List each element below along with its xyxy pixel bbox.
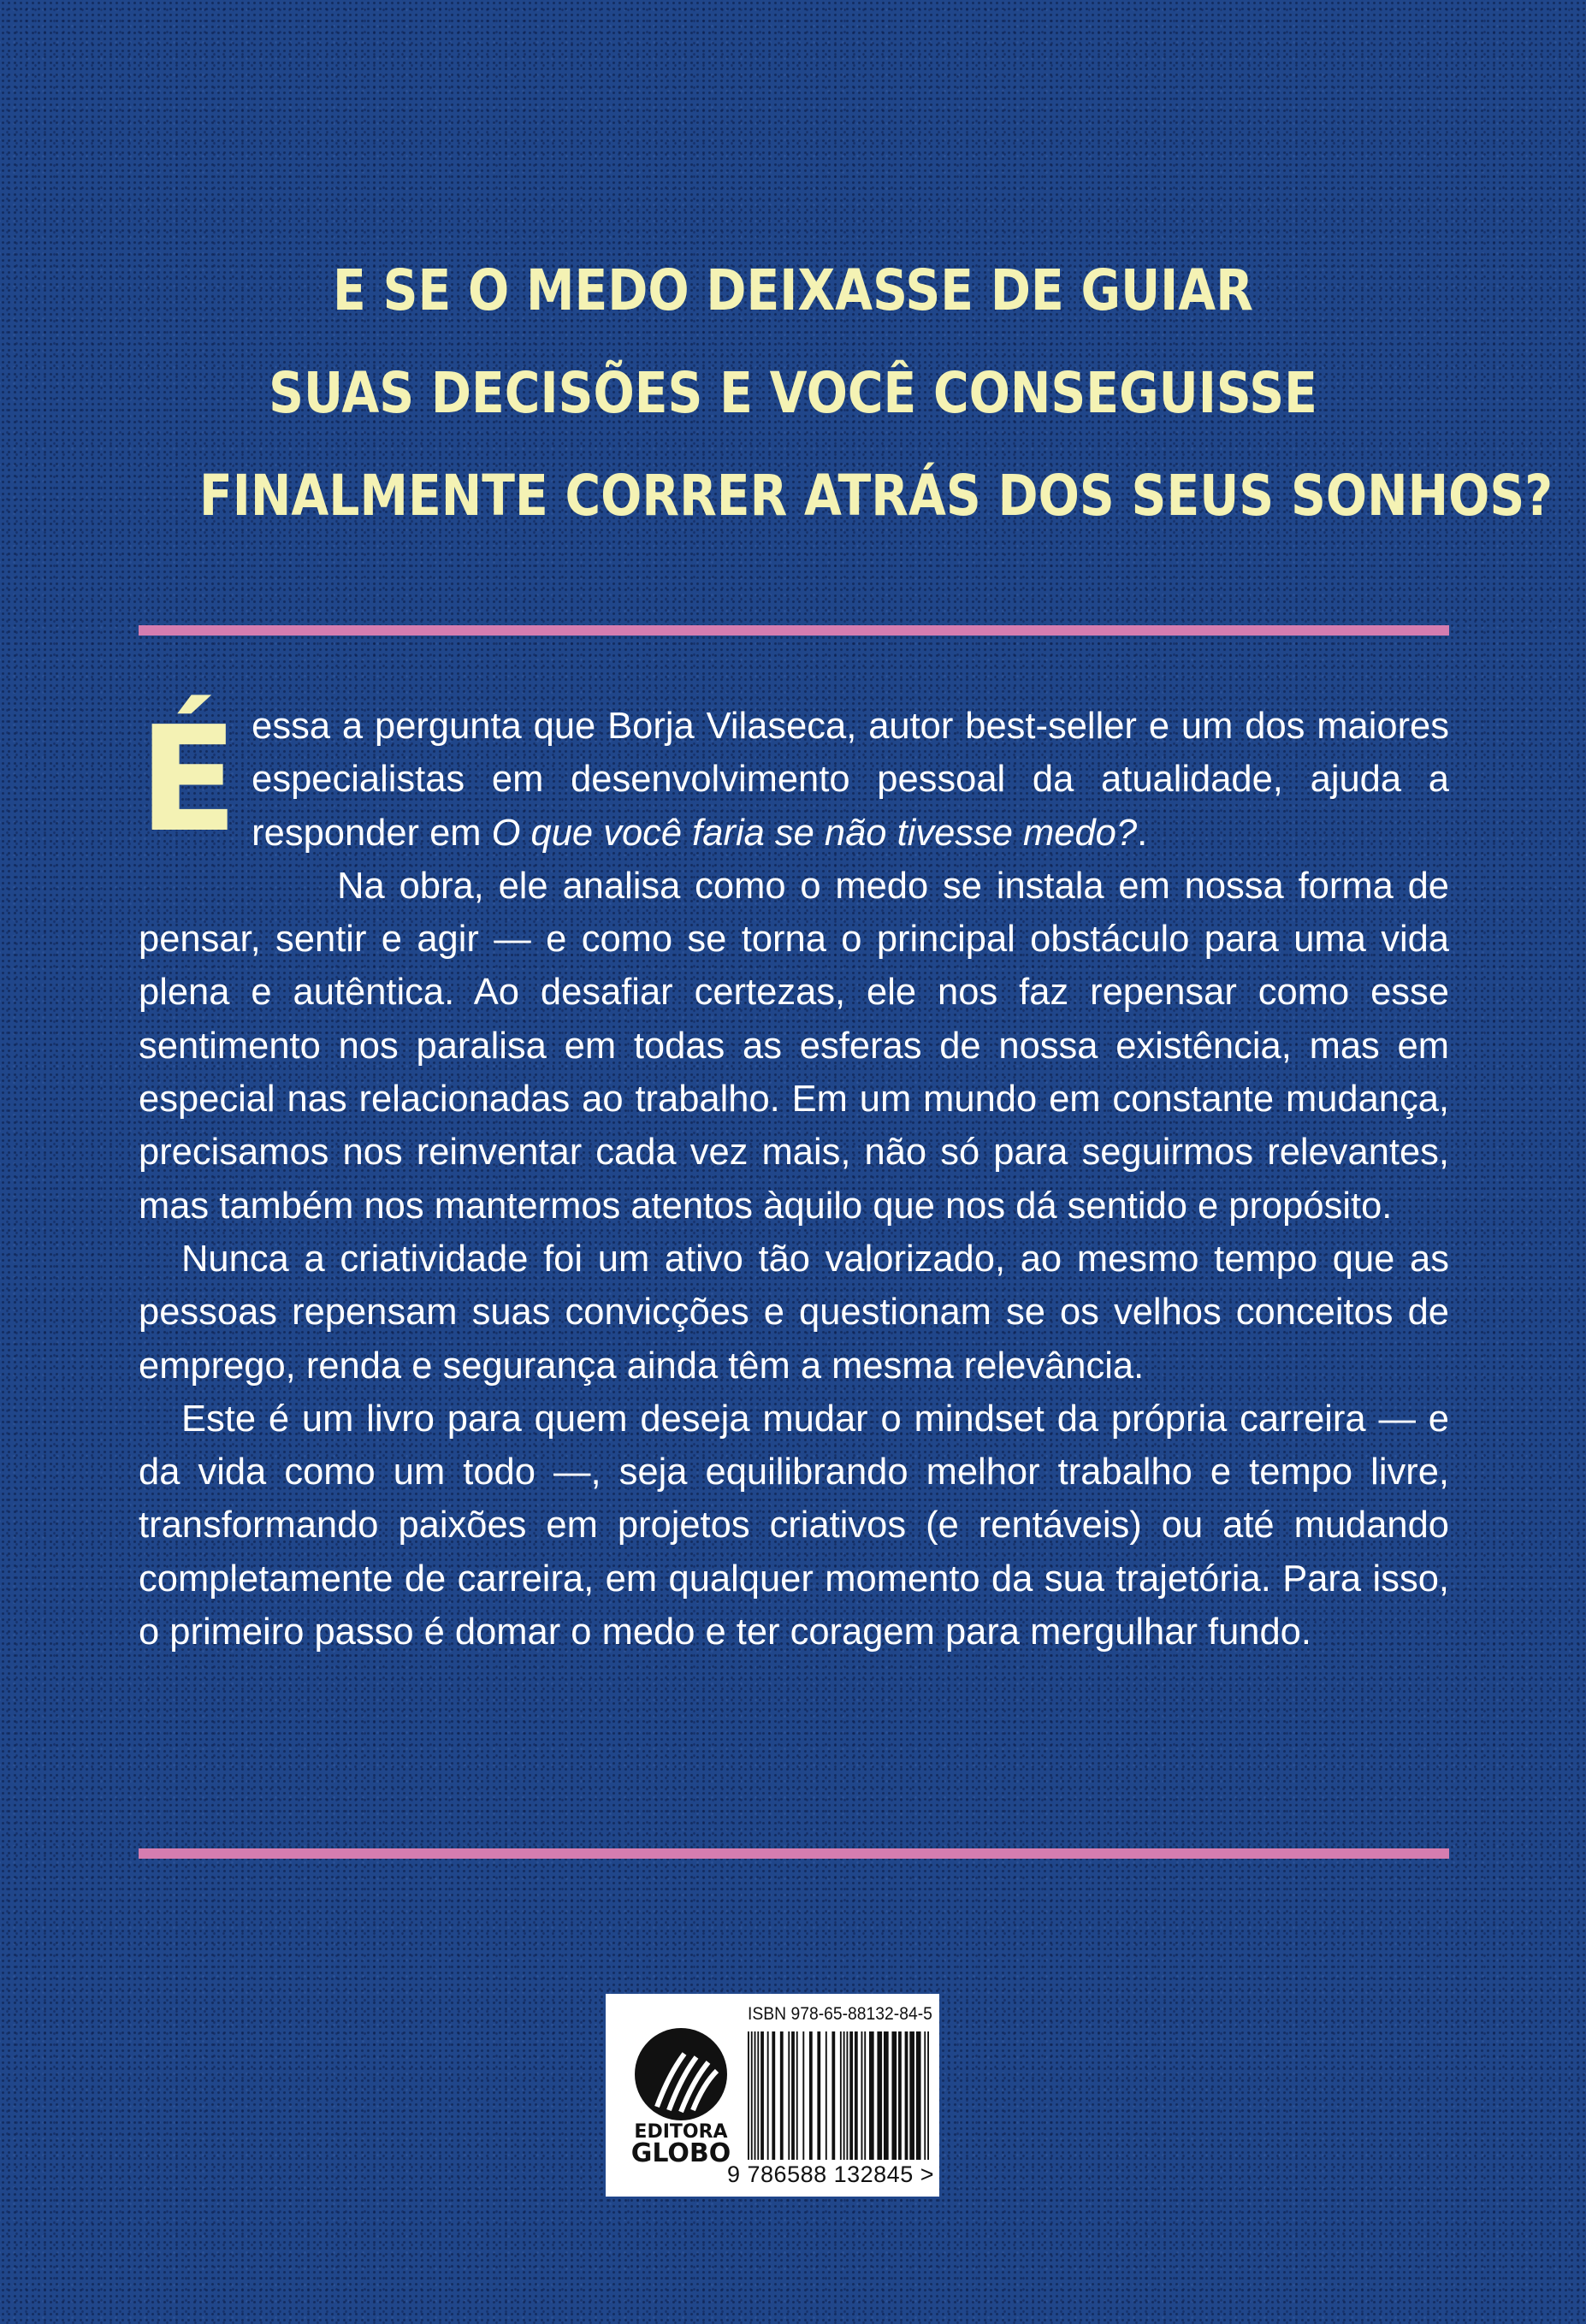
barcode-bar: [891, 2031, 897, 2160]
barcode-bar: [809, 2031, 813, 2160]
barcode-bar: [767, 2031, 769, 2160]
isbn-label: ISBN 978-65-88132-84-5: [748, 2004, 932, 2024]
publisher-line-1: EDITORA: [634, 2121, 728, 2143]
barcode-bar: [898, 2031, 902, 2160]
barcode-bar: [780, 2031, 784, 2160]
barcode-bar: [905, 2031, 908, 2160]
barcode-bar: [855, 2031, 858, 2160]
paragraph-1-text: essa a pergunta que Borja Vilaseca, autor best-seller e um dos maiores especialistas em desenvolvimento pessoal da atualidade, ajuda a responder em: [252, 706, 1449, 854]
barcode-bar: [788, 2031, 790, 2160]
barcode-bar: [909, 2031, 914, 2160]
editora-globo-logo: [631, 2025, 731, 2170]
paragraph-4: Este é um livro para quem deseja mudar o mindset da própria carreira — e da vida como um todo —, seja equilibrando melhor trabalho e tempo livre, transformando paixões em projetos criativos (e rentáveis) ou até mudando completamente de carreira, em qualquer momento da sua trajetória. Para isso, o primeiro passo é domar o medo e ter coragem para mergulhar fundo.: [139, 1398, 1449, 1653]
headline-line-1: E SE O MEDO DEIXASSE DE GUIAR: [333, 257, 1253, 323]
barcode-bar: [884, 2031, 889, 2160]
publisher-line-2: GLOBO: [631, 2138, 731, 2168]
barcode-bar: [751, 2031, 753, 2160]
barcode-bar: [817, 2031, 820, 2160]
barcode-bar: [877, 2031, 882, 2160]
barcode-bars: [748, 2031, 929, 2160]
paragraph-1-end: .: [1137, 812, 1148, 854]
barcode-bar: [791, 2031, 795, 2160]
barcode-panel: [606, 1994, 939, 2197]
barcode-bar: [772, 2031, 775, 2160]
barcode-bar: [760, 2031, 764, 2160]
drop-cap: É: [139, 695, 239, 865]
barcode-bar: [748, 2031, 749, 2160]
barcode-bar: [843, 2031, 845, 2160]
paragraph-1: [139, 695, 1449, 865]
barcode-bar: [840, 2031, 842, 2160]
barcode-bar: [864, 2031, 866, 2160]
synopsis: [139, 695, 1449, 1659]
barcode-bar: [924, 2031, 926, 2160]
barcode-bar: [869, 2031, 874, 2160]
top-divider: [139, 625, 1449, 636]
barcode-bar: [846, 2031, 848, 2160]
barcode-bar: [826, 2031, 827, 2160]
headline: [198, 239, 1553, 547]
headline-line-2: SUAS DECISÕES E VOCÊ CONSEGUISSE: [269, 360, 1317, 426]
bottom-divider: [139, 1848, 1449, 1859]
barcode-bar: [802, 2031, 804, 2160]
paragraph-3: Nunca a criatividade foi um ativo tão valorizado, ao mesmo tempo que as pessoas repensam suas convicções e questionam se os velhos conceitos de emprego, renda e segurança ainda têm a mesma relevância.: [139, 1238, 1449, 1387]
book-title: O que você faria se não tivesse medo?: [491, 812, 1138, 854]
headline-line-3: FINALMENTE CORRER ATRÁS DOS SEUS SONHOS?: [198, 463, 1553, 529]
barcode-bar: [861, 2031, 863, 2160]
barcode-bar: [757, 2031, 759, 2160]
barcode-bar: [916, 2031, 921, 2160]
barcode-digits: 9 786588 132845 >: [727, 2161, 934, 2187]
barcode-bar: [849, 2031, 853, 2160]
barcode-bar: [755, 2031, 756, 2160]
barcode-bar: [831, 2031, 835, 2160]
paragraph-2: Na obra, ele analisa como o medo se instala em nossa forma de pensar, sentir e agir — e como se torna o principal obstáculo para uma vida plena e autêntica. Ao desafiar certezas, ele nos faz repensar como esse sentimento nos paralisa em todas as esferas de nossa existência, mas em especial nas relacionadas ao trabalho. Em um mundo em constante mudança, precisamos nos reinventar cada vez mais, não só para seguirmos relevantes, mas também nos mantermos atentos àquilo que nos dá sentido e propósito.: [139, 865, 1449, 1227]
barcode-bar: [927, 2031, 929, 2160]
barcode-bar: [796, 2031, 798, 2160]
